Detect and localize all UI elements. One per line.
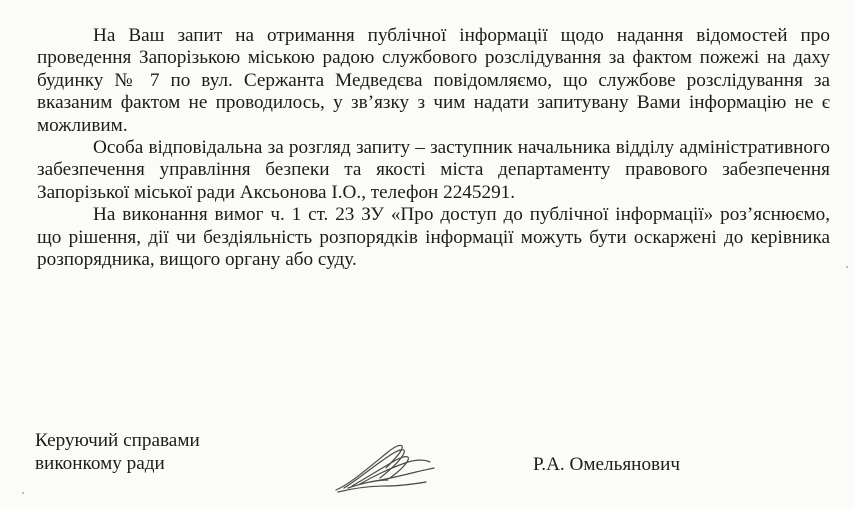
paper-speck [846,266,848,268]
signer-name: Р.А. Омельянович [533,454,681,475]
paragraph-responsible-person: Особа відповідальна за розгляд запиту – заступник начальника відділу адміністративного забезпечення управління безпеки та якості міста департаменту правового забезпечення Запорізької міської ради Аксьонова І.О., телефон 2245291. [37,137,830,203]
signatory-position [35,429,200,475]
letter-body [37,25,830,271]
position-line-1: Керуючий справами [35,430,200,451]
paragraph-appeal-rights: На виконання вимог ч. 1 ст. 23 ЗУ «Про доступ до публічної інформації» роз’яснюємо, що рішення, дії чи бездіяльність розпорядків інформації можуть бути оскаржені до керівника розпорядника, вищого органу або суду. [37,204,830,271]
paper-speck [22,492,24,494]
position-line-2: виконкому ради [35,453,165,474]
signature-icon [330,438,440,494]
paragraph-request-response: На Ваш запит на отримання публічної інформації щодо надання відомостей про проведення Запорізькою міською радою службового розслідування за фактом пожежі на даху будинку № 7 по вул. Сержанта Медведєва повідомляємо, що службове розслідування за вказаним фактом не проводилось, у зв’язку з чим надати запитувану Вами інформацію не є можливим. [37,25,830,136]
